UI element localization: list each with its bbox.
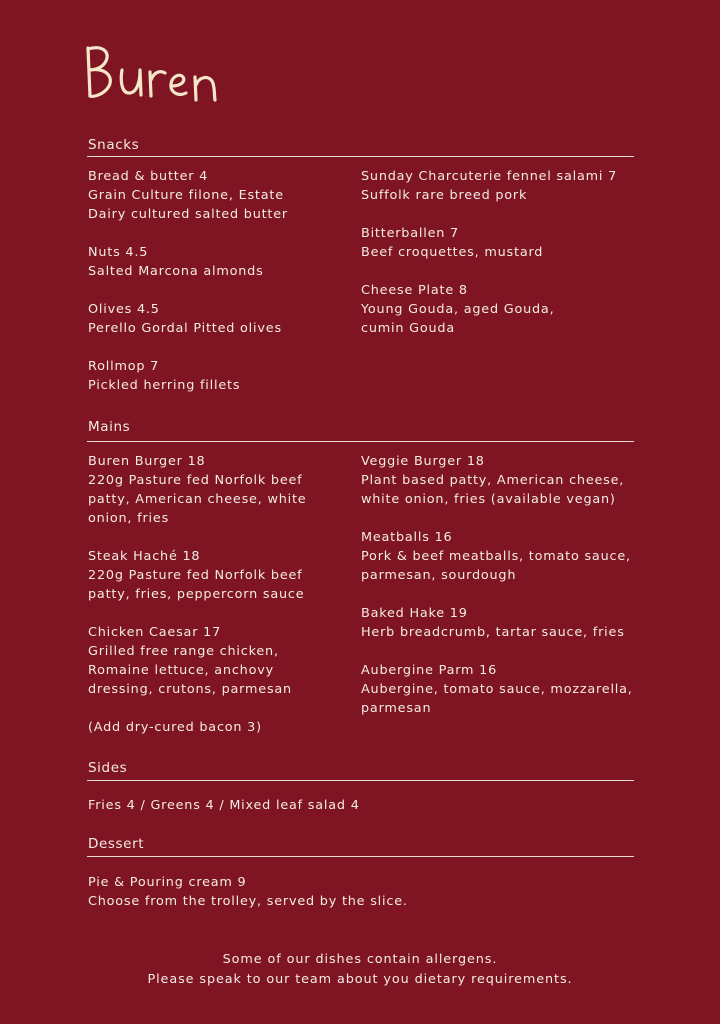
- menu-item-add-bacon: [88, 718, 358, 737]
- menu-item-pie-pouring-cream: [88, 873, 408, 911]
- item-name: Chicken Caesar 17: [88, 625, 222, 640]
- menu-item-chicken-caesar: [88, 623, 358, 699]
- item-name: Baked Hake 19: [361, 606, 468, 621]
- menu-item-steak-hache: [88, 547, 358, 604]
- item-note: (Add dry-cured bacon 3): [88, 720, 262, 735]
- menu-item-aubergine-parm: [361, 661, 651, 718]
- item-name: Cheese Plate 8: [361, 283, 468, 298]
- menu-item-meatballs: [361, 528, 651, 585]
- item-description: Pork & beef meatballs, tomato sauce,: [361, 549, 631, 564]
- menu-item-buren-burger: [88, 452, 358, 528]
- item-description: parmesan, sourdough: [361, 568, 517, 583]
- divider-dessert: [87, 856, 634, 857]
- item-description: Grain Culture filone, Estate: [88, 188, 284, 203]
- divider-mains: [87, 441, 634, 442]
- mains-right-column: [361, 452, 651, 737]
- item-description: 220g Pasture fed Norfolk beef: [88, 568, 303, 583]
- section-title-sides: Sides: [88, 760, 128, 776]
- item-name: Buren Burger 18: [88, 454, 206, 469]
- item-description: Salted Marcona almonds: [88, 264, 264, 279]
- item-description: dressing, crutons, parmesan: [88, 682, 292, 697]
- item-description: Suffolk rare breed pork: [361, 188, 528, 203]
- item-description: Beef croquettes, mustard: [361, 245, 544, 260]
- item-name: Rollmop 7: [88, 359, 160, 374]
- item-name: Nuts 4.5: [88, 245, 149, 260]
- allergen-notice-line: Please speak to our team about you dietary requirements.: [147, 972, 573, 987]
- item-name: Sunday Charcuterie fennel salami 7: [361, 169, 618, 184]
- menu-item-baked-hake: [361, 604, 651, 642]
- menu-item-rollmop: [88, 357, 358, 395]
- menu-item-veggie-burger: [361, 452, 651, 509]
- item-description: Perello Gordal Pitted olives: [88, 321, 282, 336]
- item-description: Aubergine, tomato sauce, mozzarella,: [361, 682, 633, 697]
- item-name: Steak Haché 18: [88, 549, 201, 564]
- sides-list: Fries 4 / Greens 4 / Mixed leaf salad 4: [88, 798, 360, 813]
- divider-snacks: [87, 156, 634, 157]
- item-description: onion, fries: [88, 511, 170, 526]
- item-description: Herb breadcrumb, tartar sauce, fries: [361, 625, 625, 640]
- item-description: patty, American cheese, white: [88, 492, 307, 507]
- item-description: Pickled herring fillets: [88, 378, 241, 393]
- item-description: patty, fries, peppercorn sauce: [88, 587, 305, 602]
- section-title-snacks: Snacks: [88, 137, 140, 153]
- allergen-notice-line: Some of our dishes contain allergens.: [222, 952, 498, 967]
- item-description: parmesan: [361, 701, 432, 716]
- item-name: Veggie Burger 18: [361, 454, 485, 469]
- item-name: Meatballs 16: [361, 530, 453, 545]
- section-title-dessert: Dessert: [88, 836, 145, 852]
- buren-logo-mark: [82, 40, 232, 110]
- menu-item-cheese-plate: [361, 281, 651, 338]
- menu-item-bread-butter: [88, 167, 358, 224]
- item-name: Bitterballen 7: [361, 226, 459, 241]
- mains-left-column: [88, 452, 358, 756]
- item-description: Dairy cultured salted butter: [88, 207, 288, 222]
- item-name: Olives 4.5: [88, 302, 160, 317]
- menu-item-olives: [88, 300, 358, 338]
- item-description: 220g Pasture fed Norfolk beef: [88, 473, 303, 488]
- divider-sides: [87, 780, 634, 781]
- item-description: cumin Gouda: [361, 321, 455, 336]
- menu-item-nuts: [88, 243, 358, 281]
- buren-logo: [82, 40, 232, 110]
- item-name: Aubergine Parm 16: [361, 663, 498, 678]
- item-description: Grilled free range chicken,: [88, 644, 279, 659]
- snacks-left-column: [88, 167, 358, 414]
- section-title-mains: Mains: [88, 419, 131, 435]
- item-description: Plant based patty, American cheese,: [361, 473, 625, 488]
- item-description: Choose from the trolley, served by the slice.: [88, 894, 408, 909]
- item-name: Bread & butter 4: [88, 169, 209, 184]
- item-description: white onion, fries (available vegan): [361, 492, 616, 507]
- menu-item-charcuterie: [361, 167, 651, 205]
- menu-item-bitterballen: [361, 224, 651, 262]
- item-name: Pie & Pouring cream 9: [88, 875, 247, 890]
- item-description: Young Gouda, aged Gouda,: [361, 302, 555, 317]
- allergen-notice: [0, 950, 720, 990]
- item-description: Romaine lettuce, anchovy: [88, 663, 274, 678]
- snacks-right-column: [361, 167, 651, 357]
